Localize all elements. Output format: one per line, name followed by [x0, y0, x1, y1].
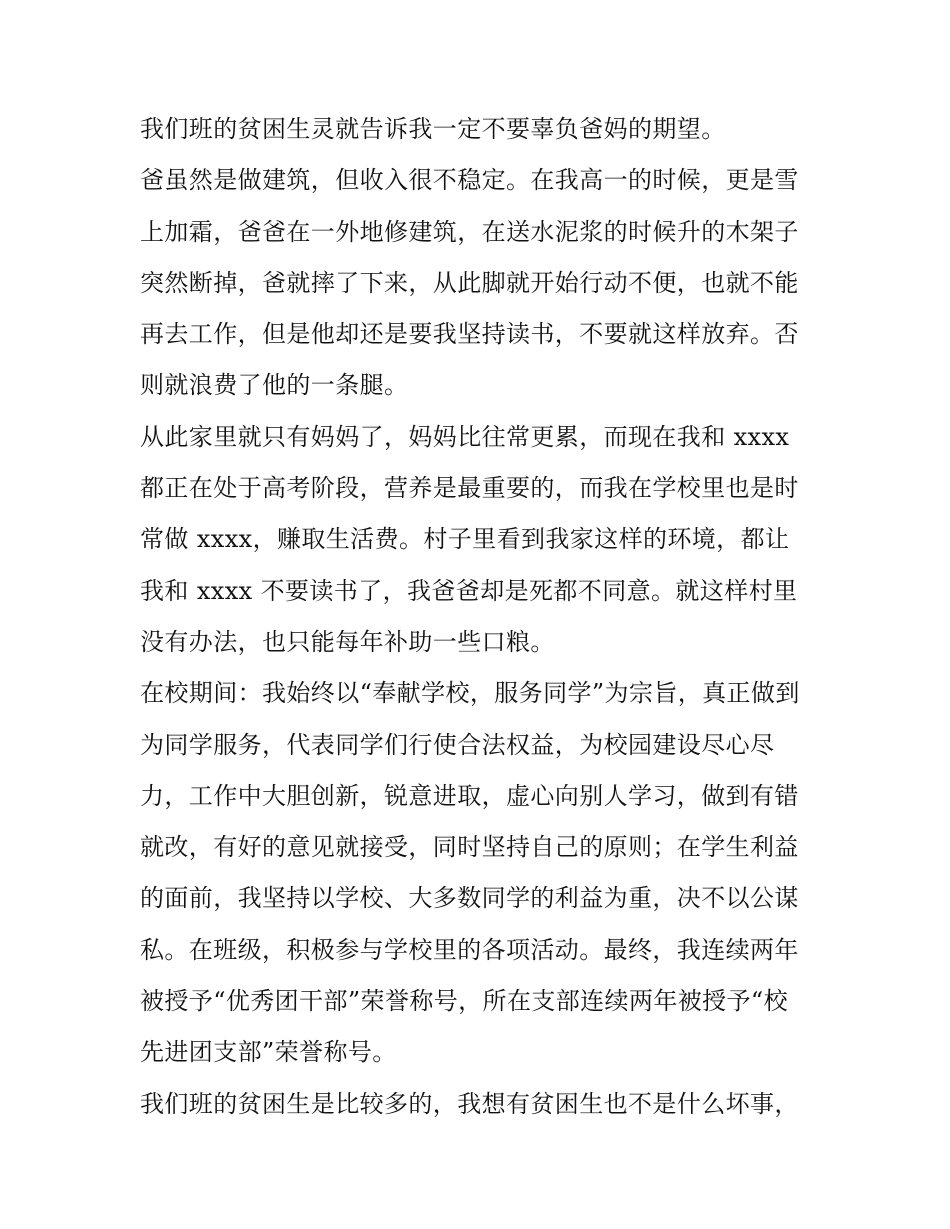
text-line: 爸虽然是做建筑，但收入很不稳定。在我高一的时候，更是雪 — [140, 166, 799, 195]
paragraph-2 — [140, 161, 820, 417]
document-body — [140, 110, 820, 1136]
paragraph-3 — [140, 418, 820, 674]
text-line: 先进团支部”荣誉称号。 — [140, 1038, 397, 1067]
text-line: 上加霜，爸爸在一外地修建筑，在送水泥浆的时候升的木架子 — [140, 217, 799, 246]
paragraph-1 — [140, 110, 820, 161]
paragraph-5 — [140, 1085, 820, 1136]
text-line: 常做 xxxx，赚取生活费。村子里看到我家这样的环境，都让 — [140, 525, 790, 554]
text-line: 私。在班级，积极参与学校里的各项活动。最终，我连续两年 — [140, 935, 799, 964]
text-line: 从此家里就只有妈妈了，妈妈比往常更累，而现在我和 xxxx — [140, 422, 790, 451]
text-line: 为同学服务，代表同学们行使合法权益，为校园建设尽心尽 — [140, 730, 775, 759]
text-line: 没有办法，也只能每年补助一些口粮。 — [140, 627, 555, 656]
text-line: 的面前，我坚持以学校、大多数同学的利益为重，决不以公谋 — [140, 884, 799, 913]
text-line: 就改，有好的意见就接受，同时坚持自己的原则；在学生利益 — [140, 833, 799, 862]
text-line: 在校期间：我始终以“奉献学校，服务同学”为宗旨，真正做到 — [140, 679, 800, 708]
paragraph-4 — [140, 674, 820, 1084]
text-line: 我们班的贫困生是比较多的，我想有贫困生也不是什么坏事， — [140, 1089, 799, 1118]
text-line: 被授予“优秀团干部”荣誉称号，所在支部连续两年被授予“校 — [140, 987, 789, 1016]
text-line: 再去工作，但是他却还是要我坚持读书，不要就这样放弃。否 — [140, 320, 799, 349]
text-line: 我和 xxxx 不要读书了，我爸爸却是死都不同意。就这样村里 — [140, 576, 798, 605]
text-line: 则就浪费了他的一条腿。 — [140, 371, 409, 400]
text-line: 都正在处于高考阶段，营养是最重要的，而我在学校里也是时 — [140, 474, 799, 503]
text-line: 突然断掉，爸就摔了下来，从此脚就开始行动不便，也就不能 — [140, 268, 799, 297]
text-line: 力，工作中大胆创新，锐意进取，虚心向别人学习，做到有错 — [140, 781, 799, 810]
text-line: 我们班的贫困生灵就告诉我一定不要辜负爸妈的期望。 — [140, 115, 726, 143]
